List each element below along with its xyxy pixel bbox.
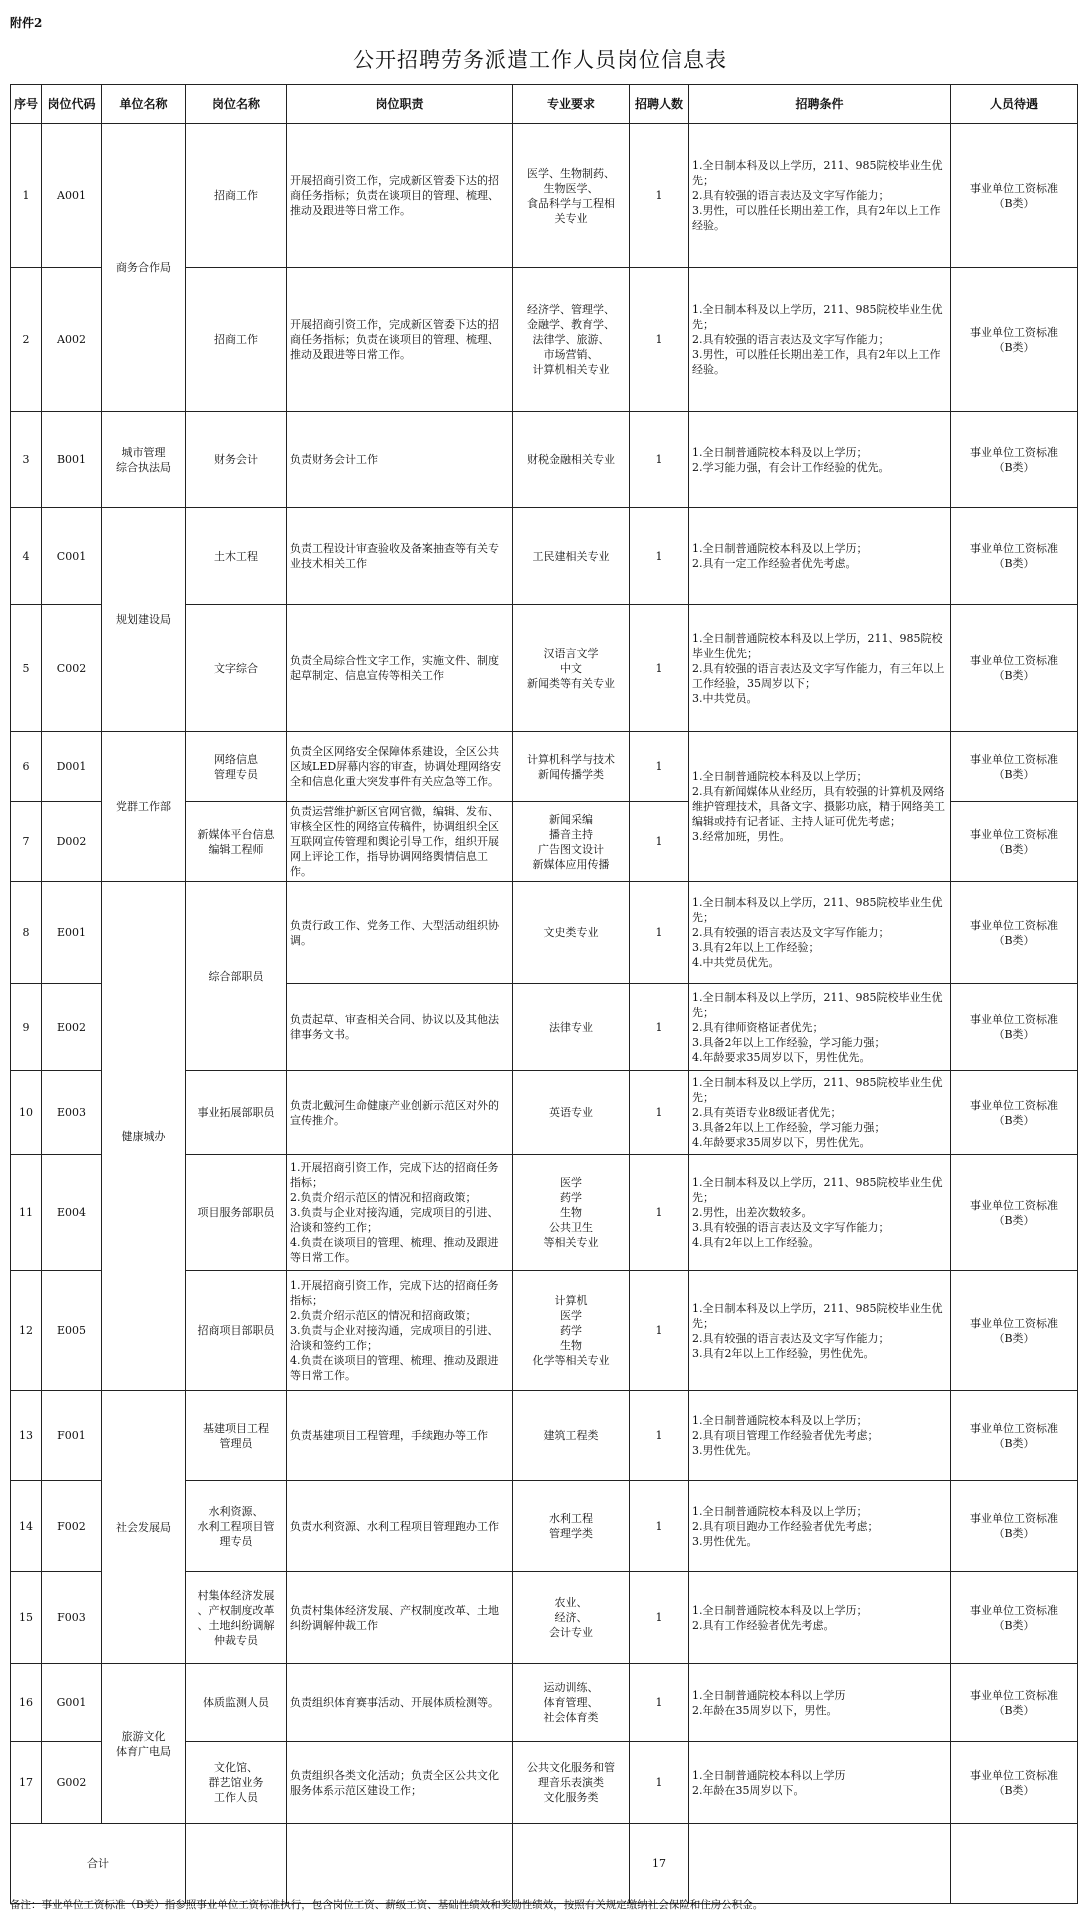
empty-cell [186, 1824, 287, 1904]
cell-major: 新闻采编 播音主持 广告图文设计 新媒体应用传播 [513, 802, 630, 882]
cell-duty: 1.开展招商引资工作，完成下达的招商任务指标； 2.负责介绍示范区的情况和招商政策； 3.负责与企业对接沟通，完成项目的引进、洽谈和签约工作； 4.负责在谈项目的管理、梳理、推动及跟进等日常工作。 [287, 1271, 513, 1391]
cell-duty: 负责水利资源、水利工程项目管理跑办工作 [287, 1481, 513, 1572]
cell-no: 9 [11, 984, 42, 1071]
cell-duty: 开展招商引资工作，完成新区管委下达的招商任务指标；负责在谈项目的管理、梳理、推动及跟进等日常工作。 [287, 124, 513, 268]
cell-count: 1 [630, 1391, 689, 1481]
header-conditions: 招聘条件 [689, 85, 951, 124]
cell-treatment: 事业单位工资标准 （B类） [951, 732, 1078, 802]
cell-treatment: 事业单位工资标准 （B类） [951, 268, 1078, 412]
cell-no: 7 [11, 802, 42, 882]
cell-conditions: 1.全日制本科及以上学历，211、985院校毕业生优先； 2.男性，出差次数较多。 3.具有较强的语言表达及文字写作能力； 4.具有2年以上工作经验。 [689, 1155, 951, 1271]
header-duty: 岗位职责 [287, 85, 513, 124]
cell-code: E003 [42, 1071, 102, 1155]
cell-major: 经济学、管理学、 金融学、教育学、 法律学、旅游、 市场营销、 计算机相关专业 [513, 268, 630, 412]
empty-cell [513, 1824, 630, 1904]
footnote: 备注：事业单位工资标准（B类）指参照事业单位工资标准执行，包含岗位工资、薪级工资、基础性绩效和奖励性绩效，按照有关规定缴纳社会保险和住房公积金。 [10, 1899, 764, 1911]
cell-code: G002 [42, 1742, 102, 1824]
cell-no: 3 [11, 412, 42, 508]
header-code: 岗位代码 [42, 85, 102, 124]
cell-no: 6 [11, 732, 42, 802]
cell-duty: 负责北戴河生命健康产业创新示范区对外的宣传推介。 [287, 1071, 513, 1155]
cell-post: 财务会计 [186, 412, 287, 508]
cell-no: 15 [11, 1572, 42, 1664]
cell-post: 项目服务部职员 [186, 1155, 287, 1271]
cell-conditions: 1.全日制本科及以上学历，211、985院校毕业生优先； 2.具有较强的语言表达及文字写作能力； 3.具有2年以上工作经验，男性优先。 [689, 1271, 951, 1391]
cell-unit: 商务合作局 [102, 124, 186, 412]
cell-no: 11 [11, 1155, 42, 1271]
empty-cell [951, 1824, 1078, 1904]
cell-duty: 负责组织各类文化活动；负责全区公共文化服务体系示范区建设工作； [287, 1742, 513, 1824]
cell-count: 1 [630, 1155, 689, 1271]
cell-duty: 负责村集体经济发展、产权制度改革、土地纠纷调解仲裁工作 [287, 1572, 513, 1664]
cell-duty: 负责财务会计工作 [287, 412, 513, 508]
cell-code: F001 [42, 1391, 102, 1481]
cell-conditions: 1.全日制普通院校本科及以上学历； 2.具有新闻媒体从业经历，具有较强的计算机及网络维护管理技术，具备文字、摄影功底，精于网络美工编辑或持有记者证、主持人证可优先考虑； 3.经常加班，男性。 [689, 732, 951, 882]
cell-unit: 党群工作部 [102, 732, 186, 882]
cell-treatment: 事业单位工资标准 （B类） [951, 1742, 1078, 1824]
cell-conditions: 1.全日制本科及以上学历，211、985院校毕业生优先； 2.具有律师资格证者优先； 3.具备2年以上工作经验，学习能力强； 4.年龄要求35周岁以下，男性优先。 [689, 984, 951, 1071]
cell-code: F002 [42, 1481, 102, 1572]
cell-count: 1 [630, 508, 689, 605]
cell-treatment: 事业单位工资标准 （B类） [951, 1271, 1078, 1391]
cell-code: E005 [42, 1271, 102, 1391]
cell-post: 体质监测人员 [186, 1664, 287, 1742]
cell-no: 17 [11, 1742, 42, 1824]
total-row [11, 1824, 1078, 1904]
cell-major: 工民建相关专业 [513, 508, 630, 605]
cell-conditions: 1.全日制普通院校本科及以上学历，211、985院校毕业生优先； 2.具有较强的语言表达及文字写作能力，有三年以上工作经验，35周岁以下； 3.中共党员。 [689, 605, 951, 732]
cell-code: B001 [42, 412, 102, 508]
header-post: 岗位名称 [186, 85, 287, 124]
cell-count: 1 [630, 1271, 689, 1391]
cell-count: 1 [630, 268, 689, 412]
cell-conditions: 1.全日制普通院校本科及以上学历； 2.具有项目跑办工作经验者优先考虑； 3.男性优先。 [689, 1481, 951, 1572]
cell-code: E002 [42, 984, 102, 1071]
cell-conditions: 1.全日制普通院校本科及以上学历； 2.具有项目管理工作经验者优先考虑； 3.男性优先。 [689, 1391, 951, 1481]
attachment-label: 附件2 [10, 16, 43, 30]
cell-duty: 负责基建项目工程管理，手续跑办等工作 [287, 1391, 513, 1481]
header-major: 专业要求 [513, 85, 630, 124]
cell-count: 1 [630, 1481, 689, 1572]
cell-post: 招商工作 [186, 268, 287, 412]
table-row [11, 124, 1078, 268]
cell-no: 12 [11, 1271, 42, 1391]
cell-major: 英语专业 [513, 1071, 630, 1155]
cell-post: 水利资源、 水利工程项目管 理专员 [186, 1481, 287, 1572]
cell-conditions: 1.全日制普通院校本科以上学历 2.年龄在35周岁以下。 [689, 1742, 951, 1824]
cell-unit: 社会发展局 [102, 1391, 186, 1664]
table-row [11, 508, 1078, 605]
cell-post: 综合部职员 [186, 882, 287, 1071]
cell-treatment: 事业单位工资标准 （B类） [951, 1664, 1078, 1742]
empty-cell [689, 1824, 951, 1904]
cell-conditions: 1.全日制普通院校本科及以上学历； 2.学习能力强，有会计工作经验的优先。 [689, 412, 951, 508]
cell-unit: 旅游文化 体育广电局 [102, 1664, 186, 1824]
cell-code: A001 [42, 124, 102, 268]
cell-conditions: 1.全日制本科及以上学历，211、985院校毕业生优先； 2.具有较强的语言表达及文字写作能力； 3.男性，可以胜任长期出差工作，具有2年以上工作经验。 [689, 124, 951, 268]
cell-code: D002 [42, 802, 102, 882]
cell-count: 1 [630, 124, 689, 268]
cell-major: 计算机 医学 药学 生物 化学等相关专业 [513, 1271, 630, 1391]
cell-conditions: 1.全日制普通院校本科及以上学历； 2.具有工作经验者优先考虑。 [689, 1572, 951, 1664]
cell-treatment: 事业单位工资标准 （B类） [951, 1155, 1078, 1271]
cell-no: 16 [11, 1664, 42, 1742]
total-count: 17 [630, 1824, 689, 1904]
cell-duty: 负责全局综合性文字工作，实施文件、制度起草制定、信息宣传等相关工作 [287, 605, 513, 732]
cell-treatment: 事业单位工资标准 （B类） [951, 882, 1078, 984]
job-info-table [10, 84, 1078, 1904]
cell-major: 医学 药学 生物 公共卫生 等相关专业 [513, 1155, 630, 1271]
cell-conditions: 1.全日制普通院校本科及以上学历； 2.具有一定工作经验者优先考虑。 [689, 508, 951, 605]
cell-post: 基建项目工程 管理员 [186, 1391, 287, 1481]
cell-count: 1 [630, 1071, 689, 1155]
table-row [11, 1391, 1078, 1481]
cell-duty: 负责全区网络安全保障体系建设，全区公共区域LED屏幕内容的审查，协调处理网络安全和信息化重大突发事件有关应急等工作。 [287, 732, 513, 802]
cell-post: 土木工程 [186, 508, 287, 605]
cell-post: 招商项目部职员 [186, 1271, 287, 1391]
cell-unit: 健康城办 [102, 882, 186, 1391]
cell-treatment: 事业单位工资标准 （B类） [951, 802, 1078, 882]
cell-major: 水利工程 管理学类 [513, 1481, 630, 1572]
table-row [11, 732, 1078, 802]
empty-cell [287, 1824, 513, 1904]
cell-post: 事业拓展部职员 [186, 1071, 287, 1155]
cell-unit: 城市管理 综合执法局 [102, 412, 186, 508]
table-row [11, 882, 1078, 984]
cell-code: F003 [42, 1572, 102, 1664]
cell-post: 招商工作 [186, 124, 287, 268]
cell-treatment: 事业单位工资标准 （B类） [951, 508, 1078, 605]
page-title: 公开招聘劳务派遣工作人员岗位信息表 [353, 48, 727, 72]
cell-count: 1 [630, 802, 689, 882]
cell-duty: 开展招商引资工作，完成新区管委下达的招商任务指标；负责在谈项目的管理、梳理、推动及跟进等日常工作。 [287, 268, 513, 412]
header-count: 招聘人数 [630, 85, 689, 124]
cell-duty: 负责行政工作、党务工作、大型活动组织协调。 [287, 882, 513, 984]
cell-major: 公共文化服务和管 理音乐表演类 文化服务类 [513, 1742, 630, 1824]
cell-major: 法律专业 [513, 984, 630, 1071]
cell-duty: 负责起草、审查相关合同、协议以及其他法律事务文书。 [287, 984, 513, 1071]
cell-post: 网络信息 管理专员 [186, 732, 287, 802]
cell-duty: 负责运营维护新区官网官微，编辑、发布、审核全区性的网络宣传稿件，协调组织全区互联网宣传管理和舆论引导工作，组织开展网上评论工作，指导协调网络舆情信息工作。 [287, 802, 513, 882]
cell-count: 1 [630, 882, 689, 984]
cell-treatment: 事业单位工资标准 （B类） [951, 1481, 1078, 1572]
cell-count: 1 [630, 1742, 689, 1824]
cell-treatment: 事业单位工资标准 （B类） [951, 1391, 1078, 1481]
cell-major: 汉语言文学 中文 新闻类等有关专业 [513, 605, 630, 732]
cell-no: 5 [11, 605, 42, 732]
cell-treatment: 事业单位工资标准 （B类） [951, 984, 1078, 1071]
cell-count: 1 [630, 605, 689, 732]
cell-major: 农业、 经济、 会计专业 [513, 1572, 630, 1664]
cell-conditions: 1.全日制本科及以上学历，211、985院校毕业生优先； 2.具有较强的语言表达及文字写作能力； 3.男性，可以胜任长期出差工作，具有2年以上工作经验。 [689, 268, 951, 412]
cell-count: 1 [630, 984, 689, 1071]
header-treatment: 人员待遇 [951, 85, 1078, 124]
cell-treatment: 事业单位工资标准 （B类） [951, 1572, 1078, 1664]
cell-no: 13 [11, 1391, 42, 1481]
cell-code: E004 [42, 1155, 102, 1271]
header-row [11, 85, 1078, 124]
cell-major: 文史类专业 [513, 882, 630, 984]
table-row [11, 1664, 1078, 1742]
cell-major: 运动训练、 体育管理、 社会体育类 [513, 1664, 630, 1742]
cell-code: E001 [42, 882, 102, 984]
cell-no: 10 [11, 1071, 42, 1155]
cell-conditions: 1.全日制本科及以上学历，211、985院校毕业生优先； 2.具有较强的语言表达及文字写作能力； 3.具有2年以上工作经验； 4.中共党员优先。 [689, 882, 951, 984]
cell-code: G001 [42, 1664, 102, 1742]
cell-duty: 1.开展招商引资工作，完成下达的招商任务指标； 2.负责介绍示范区的情况和招商政策； 3.负责与企业对接沟通，完成项目的引进、洽谈和签约工作； 4.负责在谈项目的管理、梳理、推动及跟进等日常工作。 [287, 1155, 513, 1271]
cell-count: 1 [630, 732, 689, 802]
cell-no: 2 [11, 268, 42, 412]
cell-unit: 规划建设局 [102, 508, 186, 732]
cell-no: 14 [11, 1481, 42, 1572]
cell-post: 新媒体平台信息 编辑工程师 [186, 802, 287, 882]
cell-treatment: 事业单位工资标准 （B类） [951, 605, 1078, 732]
cell-major: 建筑工程类 [513, 1391, 630, 1481]
cell-code: D001 [42, 732, 102, 802]
cell-no: 1 [11, 124, 42, 268]
cell-post: 文字综合 [186, 605, 287, 732]
cell-conditions: 1.全日制普通院校本科以上学历 2.年龄在35周岁以下，男性。 [689, 1664, 951, 1742]
cell-code: C002 [42, 605, 102, 732]
cell-duty: 负责工程设计审查验收及备案抽查等有关专业技术相关工作 [287, 508, 513, 605]
table-row [11, 412, 1078, 508]
cell-count: 1 [630, 1572, 689, 1664]
cell-post: 村集体经济发展 、产权制度改革 、土地纠纷调解 仲裁专员 [186, 1572, 287, 1664]
cell-duty: 负责组织体育赛事活动、开展体质检测等。 [287, 1664, 513, 1742]
header-unit: 单位名称 [102, 85, 186, 124]
cell-no: 4 [11, 508, 42, 605]
cell-major: 医学、生物制药、 生物医学、 食品科学与工程相 关专业 [513, 124, 630, 268]
cell-conditions: 1.全日制本科及以上学历，211、985院校毕业生优先； 2.具有英语专业8级证者优先； 3.具备2年以上工作经验，学习能力强； 4.年龄要求35周岁以下，男性优先。 [689, 1071, 951, 1155]
cell-major: 计算机科学与技术 新闻传播学类 [513, 732, 630, 802]
header-no: 序号 [11, 85, 42, 124]
cell-post: 文化馆、 群艺馆业务 工作人员 [186, 1742, 287, 1824]
cell-treatment: 事业单位工资标准 （B类） [951, 1071, 1078, 1155]
cell-count: 1 [630, 412, 689, 508]
cell-code: C001 [42, 508, 102, 605]
cell-treatment: 事业单位工资标准 （B类） [951, 412, 1078, 508]
cell-count: 1 [630, 1664, 689, 1742]
cell-major: 财税金融相关专业 [513, 412, 630, 508]
cell-no: 8 [11, 882, 42, 984]
total-label: 合计 [11, 1824, 186, 1904]
cell-code: A002 [42, 268, 102, 412]
cell-treatment: 事业单位工资标准 （B类） [951, 124, 1078, 268]
